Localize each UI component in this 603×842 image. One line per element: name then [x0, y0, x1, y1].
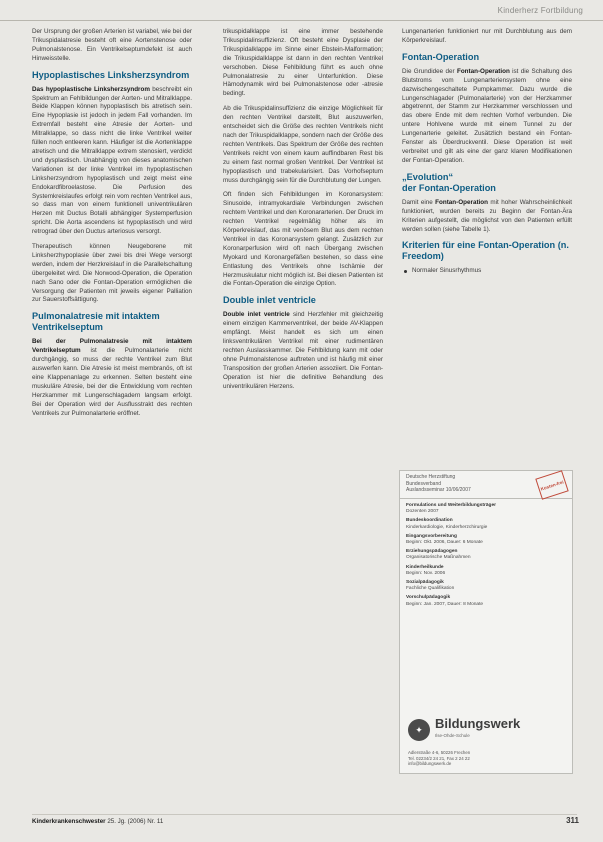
ad-item	[406, 549, 566, 561]
ad-item-text: Beginn: Nov. 2006	[406, 570, 446, 576]
column-3	[402, 28, 572, 282]
paragraph-text: sind Herzfehler mit gleichzeitig einem einzigen Kammerventrikel, der beide AV-Klappen empfängt. Meist handelt es sich um einen linksventrikulären Ventrikel mit einer rudimentären rechten Auslasskammer. Die Fehlbildung kann mit oder ohne Pulmonalstenose auftreten und ist häufig mit einer Transposition der großen Arterien assoziiert. Die Fontan-Operation ist hier die definitive Behandlung des univentrikulären Herzens.	[223, 311, 383, 390]
list-item	[404, 267, 572, 276]
header-divider	[0, 20, 603, 21]
contact-phone: Tel. 02234/2 24 21, Fax 2 24 22	[408, 755, 470, 761]
ad-header-line: Bundesverband	[406, 480, 442, 487]
paragraph-text: mit hoher Wahrscheinlichkeit funktioniert, wurden bereits zu Beginn der Fontan-Ära Kriterien aufgestellt, die möglichst von den Patienten erfüllt werden sollen (siehe Tabelle 1).	[402, 198, 572, 233]
paragraph-text: beschreibt ein Spektrum an Fehlbildungen der Aorten- und Mitralklappe. Beide Klappen können hypoplastisch bis atretisch sein. Eine Hypoplasie ist jedoch in jedem Fall vorhanden. Im Extremfall besteht eine Atresie der Aorten- und Mitralklappe, so dass nicht die linke Ventrikel weiter füllen noch entleeren kann. Häufiger ist die Aortenklappe atretisch und die Mitralklappe extrem stenosiert, verdickt und dysplastisch. Unabhängig von dieses anatomischen Variationen ist der linke Ventrikel im hypoplastischen Linksherzsyndrom hypoplastisch und zeigt meist eine Endokardfibroelastose. Die Perfusion des Systemkreislaufes erfolgt rein vom rechten Ventrikel aus, so dass man von einem funktionell univentrikulären Herzen mit Ductus Botalli abhängiger Systemperfusion spricht. Die Aorta ascendens ist hypoplastisch und wird retrograd über den Ductus arteriosus versorgt.	[32, 85, 192, 236]
text-run: Damit eine	[402, 198, 436, 206]
ad-course-list	[400, 499, 572, 615]
bold-lead: Das hypoplastische Linksherzsyndrom	[32, 85, 150, 93]
ad-item-text: Fachliche Qualifikation	[406, 586, 455, 592]
ad-item-text: Kinderkardiologie, Kinderherzchirurgie	[406, 524, 488, 530]
paragraph-ventricle-size: Ab die Trikuspidalinsuffizienz die einzige Möglichkeit für den rechten Ventrikel darstellt, Blut auszuwerfen, entscheidet sich die Größe des rechten Ventrikels nicht nach der Trikuspidalklappe, sondern nach der Größe des rechten Ventrikels. Das Spektrum der Größe des rechten Ventrikels reicht von einem kaum auffindbaren Rest bis zu einem fast normal großen Ventrikel. Der Ventrikel ist hypoplastisch und trabekularisiert. Das Vorhofseptum muss durchgängig sein für die Durchblutung der Lungen.	[223, 105, 383, 184]
journal-issue: 25. Jg. (2006) Nr. 11	[105, 818, 164, 825]
heading-line: der Fontan-Operation	[402, 182, 496, 193]
page-number: 311	[566, 816, 579, 825]
ad-item	[406, 503, 566, 515]
contact-email[interactable]: info@bildungswerk.de	[408, 761, 452, 767]
ad-header-line: Auslandsseminar 10/06/2007	[406, 487, 471, 493]
ad-item-title: Vorschulpädagogik	[406, 595, 451, 601]
bildungswerk-logo	[408, 715, 564, 745]
ad-item	[406, 565, 566, 577]
journal-name: Kinderkrankenschwester	[32, 818, 106, 825]
logo-name: Bildungswerk	[435, 716, 521, 731]
intro-paragraph: Der Ursprung der großen Arterien ist variabel, wie bei der Trikuspidalatresie besteht oft eine Aortenstenose oder Pulmonalstenose. Ein Ventrikelseptumdefekt ist auch Hinweisstelle.	[32, 28, 192, 62]
ad-item	[406, 595, 566, 607]
heading-line: „Evolution“	[402, 171, 454, 182]
ad-item-title: Sozialpädagogik	[406, 580, 444, 586]
ad-item-title: Eingangsvorbereitung	[406, 533, 457, 539]
paragraph-therapy: Therapeutisch können Neugeborene mit Linksherzhypoplasie über zwei bis drei Wege versorgt werden, indem der Herzkreislauf in die Parallelschaltung übergeleitet wird. Die Norwood-Operation, die Operation nach Sano oder die Fontan-Operation ermöglichen die Versorgung der Patienten mit jeweils eigener Palliation zur Sauerstoffsättigung.	[32, 243, 192, 304]
ad-item-title: Erziehungspädagogen	[406, 549, 458, 555]
logo-icon: ✦	[408, 719, 430, 741]
heading-pulmonary-atresia: Pulmonalatresie mit intaktem Ventrikelseptum	[32, 311, 160, 333]
ad-item	[406, 580, 566, 592]
ad-item-title: Bundeskoordination	[406, 518, 453, 524]
paragraph-double-inlet	[223, 311, 383, 391]
paragraph-text: ist die Pulmonalarterie nicht durchgängig, so muss der rechte Ventrikel zum Blut auswerfen kann. Die Atresie ist meist membranös, oft ist eine Klappenanlage zu erkennen. Selten besteht eine muskuläre Atresie, bei der die Entwicklung vom rechten Herzkammer mit Lungenschlagadern langsam erfolgt. Bei der Operation wird der Ausflusstrakt des rechten Ventrikels zur Pulmonalarterie eröffnet.	[32, 347, 192, 417]
paragraph-text: ist die Schaltung des Blutstroms vom Lungenarteriensystem ohne eine dazwischengeschaltete Pumpkammer. Dazu wurde die Lungenschlagader (Pulmonalarterie) von der Herzkammer abgetrennt, der Stamm zur Herzkammer verschlossen und das obere Ende mit dem rechten Vorhof verbunden. Die untere Hohlvene wurde mit einem Tunnel zu der Lungenarterie geleitet. Zusätzlich bestand ein Fontan-Fenster als Überdruckventil. Diese Operation ist weit verbreitet und gilt als eine der ganz klaren Modifikationen der Fontan-Operation.	[402, 67, 572, 164]
stamp-badge: Kosten-frei	[535, 470, 568, 500]
ad-item	[406, 534, 566, 546]
ad-item-text: Beginn: Jan. 2007, Dauer: 8 Monate	[406, 601, 484, 607]
logo-text	[435, 718, 520, 742]
bold-lead: Bei der Pulmonalatresie mit intaktem Ventrikelseptum	[32, 338, 192, 355]
paragraph-lung-arteries: Lungenarterien funktioniert nur mit Durchblutung aus dem Körperkreislauf.	[402, 28, 572, 44]
paragraph-fontan	[402, 68, 572, 166]
paragraph-tricuspid: trikuspidalklappe ist eine immer bestehende Trikuspidalinsuffizienz. Oft besteht eine Dysplasie der Trikuspidalklappe im Sinne einer Ebstein-Malformation; die Trikuspidalklappe ist dann in den rechten Ventrikel verschoben. Diese Fehlbildung führt es auch ohne Pulmonalatresie zu einer Unterfunktion. Diese Hämodynamik wird bei Pulmonalstenose oder -atresie bedingt.	[223, 28, 383, 98]
ad-item	[406, 518, 566, 530]
ad-header	[400, 471, 572, 499]
advertisement-box[interactable]	[399, 470, 573, 774]
heading-fontan: Fontan-Operation	[402, 51, 480, 62]
ad-contact	[408, 750, 564, 767]
paragraph-pulmonary-atresia	[32, 338, 192, 418]
bold-term: Fontan-Operation	[456, 67, 510, 75]
column-1	[32, 28, 192, 425]
text-run: Die Grundidee der	[402, 67, 457, 75]
logo-subtitle: Ilse-Ohde-Schule	[435, 733, 470, 738]
paragraph-evolution	[402, 199, 572, 235]
journal-citation	[32, 818, 163, 825]
column-2	[223, 28, 383, 398]
footer-divider	[32, 814, 577, 815]
heading-criteria: Kriterien für eine Fontan-Operation (n. Freedom)	[402, 240, 569, 262]
ad-item-text: Beginn: Okt. 2006, Dauer: 6 Monate	[406, 540, 483, 546]
ad-item-text: Organisatorische Maßnahmen	[406, 555, 471, 561]
heading-evolution	[402, 172, 572, 194]
heading-double-inlet: Double inlet ventricle	[223, 295, 316, 306]
ad-item-title: Formulations und Weiterbildungsträger	[406, 503, 496, 508]
section-header: Kinderherz Fortbildung	[497, 6, 583, 15]
paragraph-coronary: Oft finden sich Fehlbildungen im Koronarsystem: Sinusoide, intramyokardiale Verbindungen zwischen rechtem Ventrikel und den Koronararterien. Der Druck im rechten Ventrikel regelmäßig höher als im Körperkreislauf, das mit venösem Blut aus dem rechten Ventrikel in das Koronarsystem gelangt. Zusätzlich zur Koronarperfusion wird oft nach Übergang zwischen Myokard und Koronargefäßen bestehen, so dass eine Entlastung des Ventrikels ohne Ischämie der Herzmuskulatur nicht möglich ist. Bei diesen Patienten ist die Fontan-Operation die einzige Option.	[223, 191, 383, 288]
ad-item-title: Kinderheilkunde	[406, 564, 444, 570]
ad-item-text: Dozenten 2007	[406, 509, 439, 515]
bullet-icon	[404, 270, 407, 273]
ad-header-line: Deutsche Herzstiftung	[406, 474, 456, 480]
heading-hlhs: Hypoplastisches Linksherzsyndrom	[32, 69, 190, 80]
contact-address: Adlerstraße 4-6, 50226 Frechen	[408, 750, 471, 756]
bold-term: Fontan-Operation	[435, 198, 488, 206]
paragraph-hlhs	[32, 86, 192, 237]
bold-lead: Double inlet ventricle	[223, 311, 290, 319]
list-item-text: Normaler Sinusrhythmus	[412, 267, 482, 275]
